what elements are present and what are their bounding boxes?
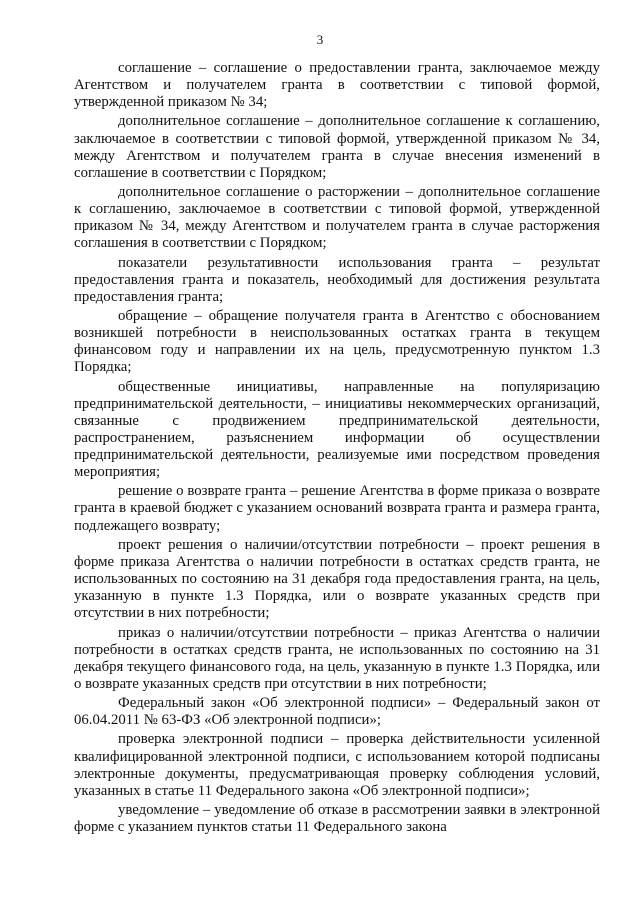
paragraph-additional-agreement: дополнительное соглашение – дополнительное соглашение к соглашению, заключаемое в соответствии с типовой формой, утвержденной приказом № 34, между Агентством и получателем гранта в случае внесения изменений в соглашение в соответствии с Порядком; (74, 113, 600, 181)
paragraph-need-order: приказ о наличии/отсутствии потребности – приказ Агентства о наличии потребности в остатках средств гранта, не использованных по состоянию на 31 декабря текущего финансового года, на цель, указанную в пункте 1.3 Порядка, или о возврате указанных средств при отсутствии в них потребности; (74, 624, 600, 692)
paragraph-draft-decision: проект решения о наличии/отсутствии потребности – проект решения в форме приказа Агентства о наличии потребности в остатках средств гранта, не использованных по состоянию на 31 декабря года предоставления гранта, на цель, указанную в пункте 1.3 Порядка, или о возврате указанных средств при отсутствии в них потребности; (74, 536, 600, 622)
paragraph-notification: уведомление – уведомление об отказе в рассмотрении заявки в электронной форме с указанием пунктов статьи 11 Федерального закона (74, 802, 600, 836)
page-number: 3 (316, 32, 324, 47)
paragraph-federal-law: Федеральный закон «Об электронной подписи» – Федеральный закон от 06.04.2011 № 63-ФЗ «Об электронной подписи»; (74, 695, 600, 729)
paragraph-public-initiatives: общественные инициативы, направленные на популяризацию предпринимательской деятельности, – инициативы некоммерческих организаций, связанные с продвижением предпринимательской деятельности, распространением, разъяснением информации об осуществлении предпринимательской деятельности, реализуемые ими посредством проведения мероприятия; (74, 378, 600, 481)
paragraph-appeal: обращение – обращение получателя гранта в Агентство с обоснованием возникшей потребности в неиспользованных остатках гранта в текущем финансовом году и направлении их на цель, предусмотренную пунктом 1.3 Порядка; (74, 308, 600, 376)
paragraph-performance-indicators: показатели результативности использования гранта – результат предоставления гранта и показатель, необходимый для достижения результата предоставления гранта; (74, 254, 600, 305)
document-body (74, 60, 600, 838)
paragraph-signature-check: проверка электронной подписи – проверка действительности усиленной квалифицированной электронной подписи, с использованием которой подписаны электронные документы, предусматривающая проверку соблюдения условий, указанных в статье 11 Федерального закона «Об электронной подписи»; (74, 731, 600, 799)
paragraph-agreement: соглашение – соглашение о предоставлении гранта, заключаемое между Агентством и получателем гранта в соответствии с типовой формой, утвержденной приказом № 34; (74, 60, 600, 111)
paragraph-return-decision: решение о возврате гранта – решение Агентства в форме приказа о возврате гранта в краевой бюджет с указанием оснований возврата гранта и размера гранта, подлежащего возврату; (74, 483, 600, 534)
paragraph-termination-agreement: дополнительное соглашение о расторжении – дополнительное соглашение к соглашению, заключаемое в соответствии с типовой формой, утвержденной приказом № 34, между Агентством и получателем гранта в случае расторжения соглашения в соответствии с Порядком; (74, 184, 600, 252)
